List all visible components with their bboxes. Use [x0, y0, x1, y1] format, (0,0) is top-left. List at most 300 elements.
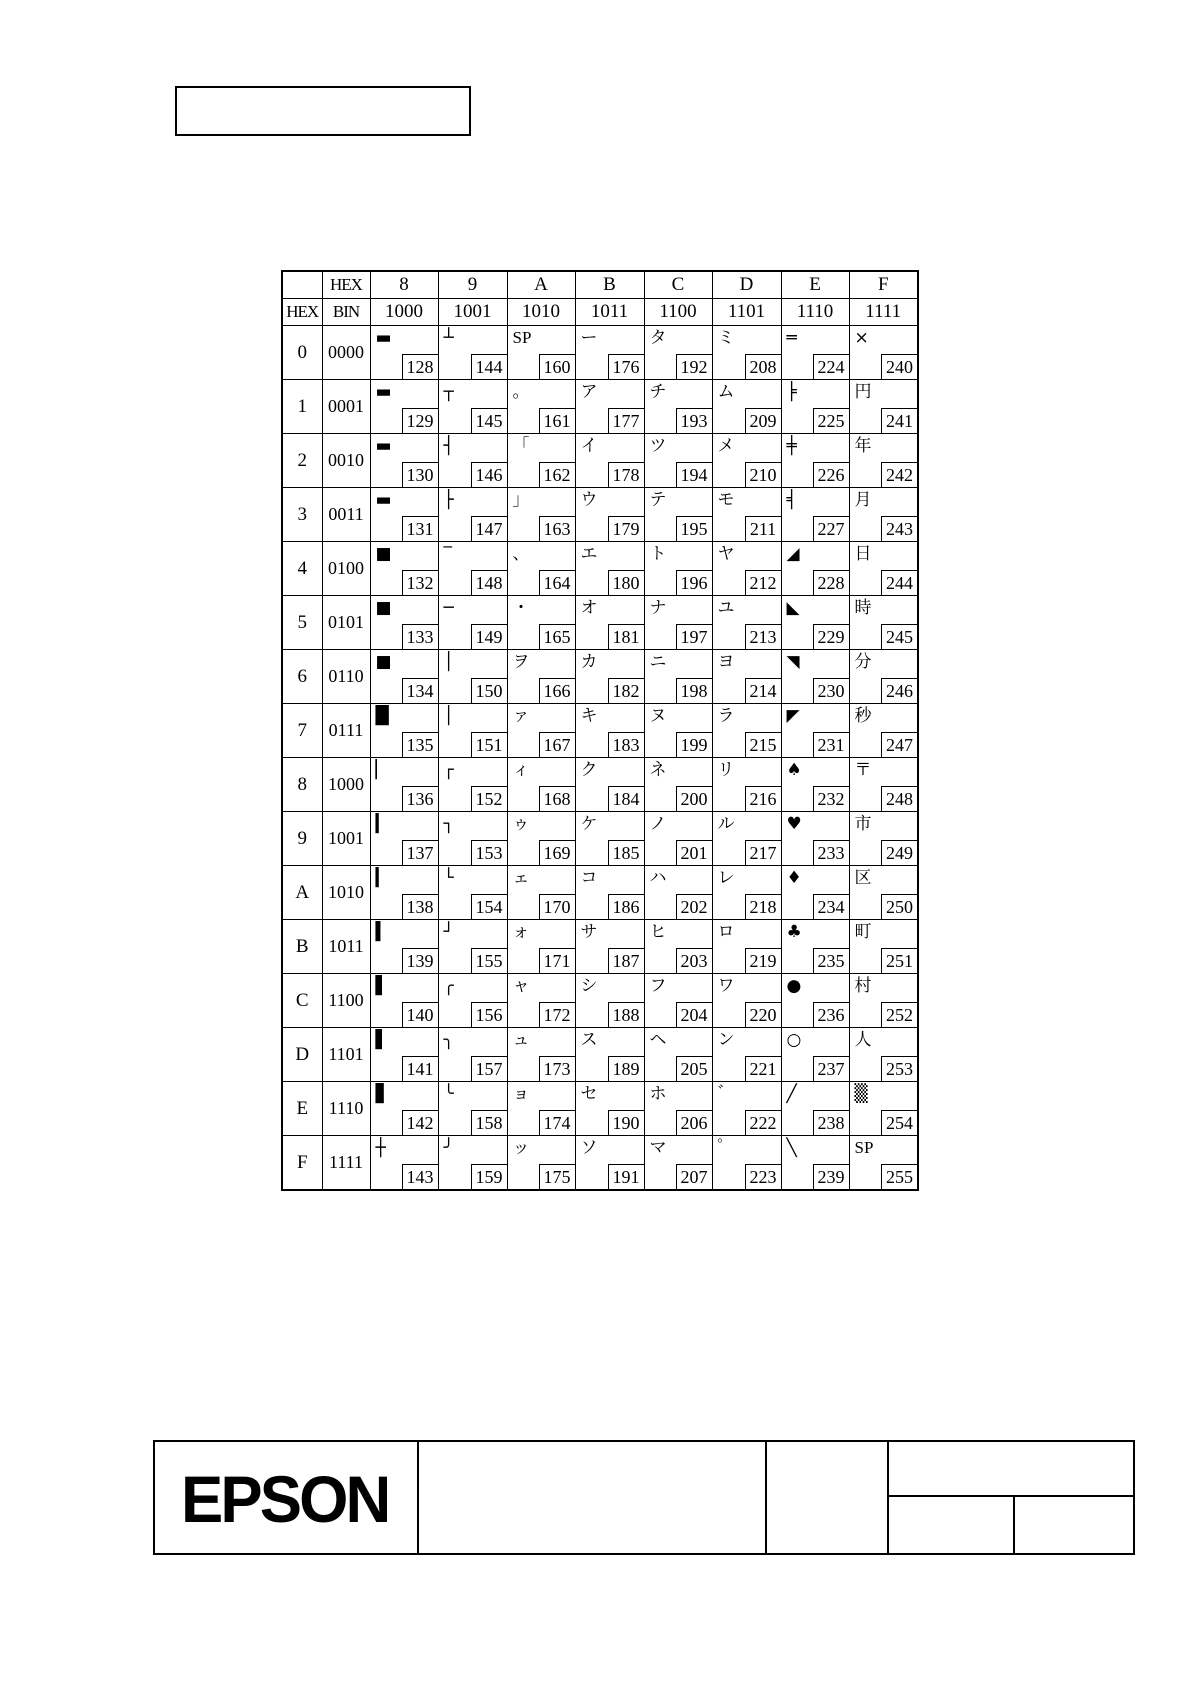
char-code: 170: [539, 894, 575, 919]
char-cell: [575, 1136, 644, 1191]
column-hex-header: 8: [370, 271, 438, 299]
char-glyph: ♥: [786, 814, 802, 834]
char-cell: [849, 1136, 918, 1191]
char-glyph: コ: [580, 868, 598, 888]
char-glyph: 〒: [854, 760, 872, 780]
footer-divider: [887, 1442, 889, 1553]
char-cell: [712, 704, 781, 758]
char-glyph: ウ: [580, 490, 598, 510]
char-cell: [438, 650, 507, 704]
char-code: 234: [813, 894, 849, 919]
char-code: 150: [471, 678, 507, 703]
char-code: 224: [813, 354, 849, 379]
char-cell: [712, 542, 781, 596]
char-cell: [644, 488, 712, 542]
row-hex-label: B: [282, 920, 322, 974]
char-glyph: 年: [854, 436, 872, 456]
char-glyph: エ: [580, 544, 598, 564]
char-code: 148: [471, 570, 507, 595]
char-cell: [370, 1136, 438, 1191]
char-cell: [781, 326, 849, 380]
char-code: 207: [676, 1164, 712, 1189]
char-code: 233: [813, 840, 849, 865]
char-cell: [507, 1082, 575, 1136]
char-cell: [575, 542, 644, 596]
row-hex-label: 9: [282, 812, 322, 866]
table-row: [282, 488, 918, 542]
char-cell: [712, 488, 781, 542]
char-cell: [644, 596, 712, 650]
char-cell: [644, 920, 712, 974]
char-glyph: ロ: [717, 922, 735, 942]
char-glyph: リ: [717, 760, 735, 780]
char-code: 146: [471, 462, 507, 487]
char-glyph: ┘: [443, 922, 454, 942]
char-code: 217: [745, 840, 781, 865]
char-cell: [712, 758, 781, 812]
char-glyph: フ: [649, 976, 667, 996]
row-hex-label: 1: [282, 380, 322, 434]
char-code: 235: [813, 948, 849, 973]
char-cell: [370, 380, 438, 434]
row-bin-label: 1001: [322, 812, 370, 866]
char-glyph: ╲: [786, 1138, 797, 1158]
char-cell: [644, 380, 712, 434]
char-code: 213: [745, 624, 781, 649]
char-code: 228: [813, 570, 849, 595]
row-hex-label: E: [282, 1082, 322, 1136]
char-cell: [781, 542, 849, 596]
char-code: 167: [539, 732, 575, 757]
char-code: 250: [881, 894, 917, 919]
char-glyph: ネ: [649, 760, 667, 780]
char-glyph: ▌: [375, 1030, 389, 1050]
char-code: 135: [402, 732, 438, 757]
char-glyph: ♠: [786, 760, 802, 780]
table-row: [282, 920, 918, 974]
char-glyph: 人: [854, 1030, 872, 1050]
char-glyph: シ: [580, 976, 598, 996]
char-cell: [849, 866, 918, 920]
char-glyph: ワ: [717, 976, 735, 996]
char-code: 200: [676, 786, 712, 811]
row-bin-label: 0010: [322, 434, 370, 488]
char-glyph: ┬: [443, 382, 454, 402]
char-glyph: ア: [580, 382, 598, 402]
char-cell: [438, 542, 507, 596]
char-code: 202: [676, 894, 712, 919]
char-code: 169: [539, 840, 575, 865]
char-glyph: ヲ: [512, 652, 530, 672]
char-code: 247: [881, 732, 917, 757]
char-cell: [849, 434, 918, 488]
char-code: 230: [813, 678, 849, 703]
char-glyph: ニ: [649, 652, 667, 672]
char-glyph: ◤: [786, 706, 800, 726]
char-cell: [370, 704, 438, 758]
char-code: 152: [471, 786, 507, 811]
char-glyph: メ: [717, 436, 735, 456]
char-code: 171: [539, 948, 575, 973]
char-cell: [849, 488, 918, 542]
char-cell: [575, 866, 644, 920]
char-glyph: ェ: [512, 868, 530, 888]
char-cell: [849, 1082, 918, 1136]
column-hex-header: B: [575, 271, 644, 299]
char-glyph: ┼: [375, 1138, 386, 1158]
character-code-table: [281, 270, 919, 1191]
char-code: 154: [471, 894, 507, 919]
footer-divider: [1013, 1495, 1015, 1553]
char-code: 159: [471, 1164, 507, 1189]
epson-logo: EPSON: [181, 1462, 389, 1536]
char-code: 140: [402, 1002, 438, 1027]
char-cell: [370, 758, 438, 812]
bin-header-label: BIN: [322, 299, 370, 326]
char-glyph: タ: [649, 328, 667, 348]
char-glyph: ▬: [375, 490, 392, 510]
char-cell: [712, 1028, 781, 1082]
char-code: 176: [608, 354, 644, 379]
table-row: [282, 704, 918, 758]
char-glyph: ゥ: [512, 814, 530, 834]
char-cell: [849, 974, 918, 1028]
char-cell: [507, 326, 575, 380]
char-glyph: ォ: [512, 922, 530, 942]
char-glyph: ◥: [786, 652, 800, 672]
table-row: [282, 758, 918, 812]
row-hex-label: F: [282, 1136, 322, 1191]
char-glyph: ▒: [854, 1084, 868, 1104]
char-glyph: ヌ: [649, 706, 667, 726]
char-cell: [644, 758, 712, 812]
char-code: 166: [539, 678, 575, 703]
table-row: [282, 1082, 918, 1136]
char-cell: [849, 596, 918, 650]
char-cell: [644, 1136, 712, 1191]
table-row: [282, 1136, 918, 1191]
char-glyph: ■: [375, 598, 392, 618]
char-glyph: ╱: [786, 1084, 797, 1104]
char-code: 205: [676, 1056, 712, 1081]
char-code: 252: [881, 1002, 917, 1027]
char-glyph: ン: [717, 1030, 735, 1050]
char-glyph: ▏: [375, 760, 389, 780]
table-row: [282, 1028, 918, 1082]
char-code: 143: [402, 1164, 438, 1189]
char-cell: [575, 920, 644, 974]
char-glyph: レ: [717, 868, 735, 888]
row-bin-label: 0111: [322, 704, 370, 758]
char-code: 208: [745, 354, 781, 379]
table-row: [282, 596, 918, 650]
char-glyph: チ: [649, 382, 667, 402]
row-bin-label: 1100: [322, 974, 370, 1028]
char-code: 199: [676, 732, 712, 757]
char-cell: [507, 866, 575, 920]
char-glyph: ‾: [443, 544, 452, 564]
char-cell: [438, 380, 507, 434]
char-cell: [644, 704, 712, 758]
header-row-hex: [282, 271, 918, 299]
char-cell: [438, 326, 507, 380]
char-cell: [438, 1028, 507, 1082]
column-hex-header: F: [849, 271, 918, 299]
char-code: 130: [402, 462, 438, 487]
char-glyph: ケ: [580, 814, 598, 834]
char-cell: [438, 1136, 507, 1191]
char-glyph: ィ: [512, 760, 530, 780]
char-code: 220: [745, 1002, 781, 1027]
table-row: [282, 380, 918, 434]
char-code: 162: [539, 462, 575, 487]
char-cell: [575, 704, 644, 758]
char-cell: [644, 1082, 712, 1136]
char-cell: [575, 596, 644, 650]
char-cell: [575, 488, 644, 542]
char-glyph: 、: [512, 544, 530, 564]
column-bin-header: 1101: [712, 299, 781, 326]
table-row: [282, 866, 918, 920]
char-code: 175: [539, 1164, 575, 1189]
char-glyph: ラ: [717, 706, 735, 726]
char-glyph: ┤: [443, 436, 454, 456]
column-bin-header: 1010: [507, 299, 575, 326]
char-code: 195: [676, 516, 712, 541]
char-code: 191: [608, 1164, 644, 1189]
char-code: 248: [881, 786, 917, 811]
char-code: 197: [676, 624, 712, 649]
char-cell: [781, 488, 849, 542]
char-code: 177: [608, 408, 644, 433]
char-glyph: └: [443, 868, 454, 888]
hex-header-label: HEX: [322, 271, 370, 299]
char-cell: [644, 974, 712, 1028]
char-cell: [575, 434, 644, 488]
char-glyph: ◢: [786, 544, 800, 564]
char-code: 239: [813, 1164, 849, 1189]
char-code: 145: [471, 408, 507, 433]
row-bin-label: 0000: [322, 326, 370, 380]
row-bin-label: 0110: [322, 650, 370, 704]
char-glyph: カ: [580, 652, 598, 672]
char-glyph: ハ: [649, 868, 667, 888]
char-glyph: ▎: [375, 814, 389, 834]
char-code: 139: [402, 948, 438, 973]
char-code: 151: [471, 732, 507, 757]
char-glyph: ト: [649, 544, 667, 564]
char-glyph: ╞: [786, 382, 797, 402]
char-code: 142: [402, 1110, 438, 1135]
char-cell: [644, 542, 712, 596]
char-cell: [507, 920, 575, 974]
char-glyph: ヒ: [649, 922, 667, 942]
char-glyph: ュ: [512, 1030, 530, 1050]
char-cell: [370, 812, 438, 866]
char-cell: [438, 596, 507, 650]
char-cell: [370, 650, 438, 704]
char-glyph: オ: [580, 598, 598, 618]
row-hex-label: D: [282, 1028, 322, 1082]
footer-divider: [887, 1495, 1133, 1497]
char-cell: [507, 1028, 575, 1082]
char-glyph: ╪: [786, 436, 797, 456]
char-cell: [438, 920, 507, 974]
char-glyph: ゛: [717, 1084, 735, 1104]
char-cell: [644, 866, 712, 920]
table-row: [282, 650, 918, 704]
char-cell: [849, 920, 918, 974]
row-hex-label: 3: [282, 488, 322, 542]
char-glyph: ×: [854, 328, 869, 348]
char-glyph: ▍: [375, 922, 389, 942]
char-code: 181: [608, 624, 644, 649]
char-cell: [644, 650, 712, 704]
char-code: 206: [676, 1110, 712, 1135]
char-glyph: モ: [717, 490, 735, 510]
char-glyph: SP: [512, 328, 532, 347]
char-cell: [712, 1136, 781, 1191]
char-code: 201: [676, 840, 712, 865]
char-code: 242: [881, 462, 917, 487]
column-hex-header: E: [781, 271, 849, 299]
char-code: 155: [471, 948, 507, 973]
char-cell: [712, 434, 781, 488]
char-cell: [438, 866, 507, 920]
char-glyph: 区: [854, 868, 872, 888]
char-code: 186: [608, 894, 644, 919]
char-code: 129: [402, 408, 438, 433]
row-bin-label: 1000: [322, 758, 370, 812]
char-code: 165: [539, 624, 575, 649]
char-cell: [370, 488, 438, 542]
char-cell: [438, 704, 507, 758]
char-cell: [781, 920, 849, 974]
row-hex-label: 7: [282, 704, 322, 758]
char-glyph: ▬: [375, 328, 392, 348]
table-row: [282, 434, 918, 488]
char-cell: [575, 758, 644, 812]
char-cell: [781, 596, 849, 650]
char-code: 193: [676, 408, 712, 433]
char-glyph: セ: [580, 1084, 598, 1104]
char-glyph: ○: [786, 1030, 802, 1050]
char-cell: [781, 650, 849, 704]
char-cell: [438, 434, 507, 488]
char-code: 161: [539, 408, 575, 433]
char-cell: [781, 974, 849, 1028]
char-cell: [781, 758, 849, 812]
char-code: 194: [676, 462, 712, 487]
char-code: 157: [471, 1056, 507, 1081]
char-cell: [644, 812, 712, 866]
char-glyph: ─: [443, 598, 454, 618]
column-hex-header: D: [712, 271, 781, 299]
char-code: 238: [813, 1110, 849, 1135]
char-cell: [370, 596, 438, 650]
char-glyph: ャ: [512, 976, 530, 996]
char-code: 231: [813, 732, 849, 757]
header-box: [175, 86, 471, 136]
char-glyph: キ: [580, 706, 598, 726]
char-code: 190: [608, 1110, 644, 1135]
char-cell: [781, 1082, 849, 1136]
char-cell: [849, 1028, 918, 1082]
char-code: 225: [813, 408, 849, 433]
char-glyph: 秒: [854, 706, 872, 726]
char-glyph: ▎: [375, 868, 389, 888]
char-glyph: ┴: [443, 328, 454, 348]
char-code: 164: [539, 570, 575, 595]
char-cell: [849, 704, 918, 758]
char-cell: [849, 380, 918, 434]
char-cell: [370, 920, 438, 974]
char-code: 253: [881, 1056, 917, 1081]
char-cell: [781, 380, 849, 434]
char-glyph: │: [443, 706, 454, 726]
char-code: 203: [676, 948, 712, 973]
char-code: 215: [745, 732, 781, 757]
row-hex-label: C: [282, 974, 322, 1028]
char-code: 138: [402, 894, 438, 919]
column-hex-header: C: [644, 271, 712, 299]
column-bin-header: 1000: [370, 299, 438, 326]
char-glyph: ナ: [649, 598, 667, 618]
char-glyph: 時: [854, 598, 872, 618]
char-cell: [712, 380, 781, 434]
char-code: 134: [402, 678, 438, 703]
char-code: 131: [402, 516, 438, 541]
char-glyph: ス: [580, 1030, 598, 1050]
char-cell: [781, 1136, 849, 1191]
header-row-bin: [282, 299, 918, 326]
char-glyph: イ: [580, 436, 598, 456]
char-code: 179: [608, 516, 644, 541]
char-code: 133: [402, 624, 438, 649]
column-hex-header: A: [507, 271, 575, 299]
char-cell: [507, 434, 575, 488]
row-hex-label: 4: [282, 542, 322, 596]
char-code: 182: [608, 678, 644, 703]
char-glyph: ╡: [786, 490, 797, 510]
char-glyph: ツ: [649, 436, 667, 456]
char-code: 222: [745, 1110, 781, 1135]
char-cell: [438, 758, 507, 812]
char-glyph: ・: [512, 598, 530, 618]
char-glyph: ╮: [443, 1030, 454, 1050]
char-glyph: ├: [443, 490, 454, 510]
char-cell: [712, 920, 781, 974]
char-glyph: ル: [717, 814, 735, 834]
table-row: [282, 812, 918, 866]
column-bin-header: 1110: [781, 299, 849, 326]
row-hex-header-label: HEX: [282, 299, 322, 326]
char-glyph: ▋: [375, 1084, 389, 1104]
char-glyph: SP: [854, 1138, 874, 1157]
char-glyph: ゜: [717, 1138, 735, 1158]
row-hex-label: 0: [282, 326, 322, 380]
char-glyph: ョ: [512, 1084, 530, 1104]
char-glyph: サ: [580, 922, 598, 942]
char-glyph: │: [443, 652, 454, 672]
char-glyph: 月: [854, 490, 872, 510]
char-code: 132: [402, 570, 438, 595]
char-cell: [507, 1136, 575, 1191]
title-block: [153, 1440, 1135, 1555]
char-cell: [781, 434, 849, 488]
char-cell: [712, 326, 781, 380]
char-code: 223: [745, 1164, 781, 1189]
